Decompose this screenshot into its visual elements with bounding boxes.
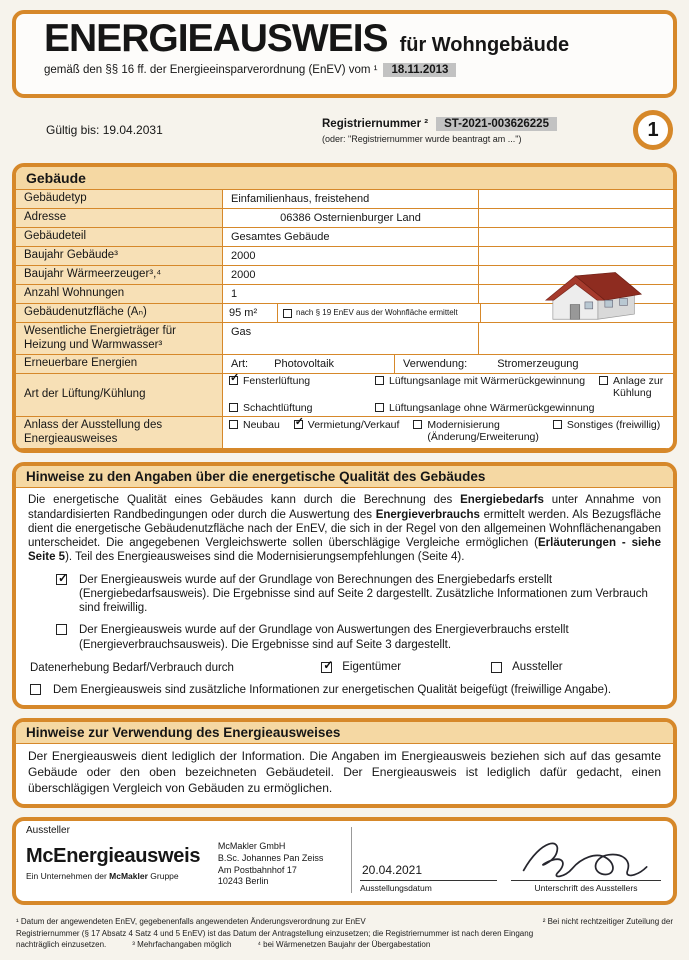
option-aussteller: Aussteller xyxy=(491,661,661,674)
checkbox-bedarfsausweis: ✓ xyxy=(58,570,69,585)
footnote-2: ² Bei nicht rechtzeitiger Zuteilung der xyxy=(542,917,673,927)
wohnflaeche-option-label: nach § 19 EnEV aus der Wohnfläche ermittelt xyxy=(296,307,458,317)
issuer-logo-subline: Ein Unternehmen der McMakler Gruppe xyxy=(26,871,179,882)
option-anlage-kuehlung: Anlage zur Kühlung xyxy=(599,375,675,399)
footnote-1: ¹ Datum der angewendeten EnEV, gegebenenfalls angewendeten Änderungsverordnung zur EnEV xyxy=(16,917,366,927)
checkbox-anlage-kuehlung xyxy=(599,376,608,385)
usage-notes-title: Hinweise zur Verwendung des Energieausweises xyxy=(16,722,673,744)
adresse-label: Adresse xyxy=(16,209,223,227)
page-title: ENERGIEAUSWEIS xyxy=(44,17,388,60)
option-modernisierung: Modernisierung (Änderung/Erweiterung) xyxy=(413,419,538,446)
anzahl-wohnungen-label: Anzahl Wohnungen xyxy=(16,285,223,303)
option-vermietung-verkauf: ✓ Vermietung/Verkauf xyxy=(294,416,400,432)
energietraeger-label: Wesentliche Energieträger für Heizung und Warmwasser³ xyxy=(16,323,223,354)
gebaeudetyp-label: Gebäudetyp xyxy=(16,190,223,208)
building-section-title: Gebäude xyxy=(16,167,673,190)
registration-number-value: ST-2021-003626225 xyxy=(436,117,557,131)
issue-date-block xyxy=(360,825,497,895)
law-reference-text: gemäß den §§ 16 ff. der Energieeinsparverordnung (EnEV) vom ¹ xyxy=(44,63,378,76)
verbrauchsausweis-item xyxy=(28,623,661,652)
datenerhebung-label: Datenerhebung Bedarf/Verbrauch durch xyxy=(30,661,234,674)
registration-block xyxy=(322,117,633,144)
page-number: 1 xyxy=(647,118,659,141)
gebaeudeteil-label: Gebäudeteil xyxy=(16,228,223,246)
option-schachtlueftung: Schachtlüftung xyxy=(229,402,375,414)
building-section xyxy=(12,163,677,453)
checkbox-vermietung-verkauf: ✓ xyxy=(294,416,304,429)
option-lueftung-ohne-wrg: Lüftungsanlage ohne Wärmerückgewinnung xyxy=(375,402,599,414)
row-lueftung-kuehlung xyxy=(16,374,673,417)
checkbox-verbrauchsausweis xyxy=(56,624,67,635)
quality-intro-paragraph: Die energetische Qualität eines Gebäudes kann durch die Berechnung des Energiebedarfs unter Annahme von standardisierten Randbedingungen oder durch die Auswertung des Energieverbrauchs ermittelt werden. Als Bezugsfläche dient die energetische Gebäudenutzfläche nach der EnEV, die sich in der Regel von den allgemeinen Wohnflächenangaben unterscheidet. Die angegebenen Vergleichswerte sollen überschlägige Vergleiche ermöglichen (Erläuterungen - siehe Seite 5). Teil des Energieausweises sind die Modernisierungsempfehlungen (Seite 4). xyxy=(28,494,661,564)
checkbox-zusatzinfo xyxy=(30,684,41,695)
footnotes xyxy=(12,914,677,951)
verbrauchsausweis-text: Der Energieausweis wurde auf der Grundlage von Auswertungen des Energieverbrauchs erstellt (Energieverbrauchsausweis). Die Ergebnisse sind auf Seite 3 dargestellt. xyxy=(79,624,569,651)
anlass-label: Anlass der Ausstellung des Energieausweises xyxy=(16,417,223,448)
option-eigentuemer: ✓ Eigentümer xyxy=(323,657,402,673)
issuer-address xyxy=(218,825,351,895)
baujahr-waermeerzeuger-label: Baujahr Wärmeerzeuger³,⁴ xyxy=(16,266,223,284)
gebaeudenutzflaeche-label: Gebäudenutzfläche (Aₙ) xyxy=(16,304,223,322)
footnote-4: ⁴ bei Wärmenetzen Baujahr der Übergabestation xyxy=(257,940,431,950)
baujahr-waermeerzeuger-value: 2000 xyxy=(223,266,479,284)
page-number-badge xyxy=(633,110,673,150)
row-baujahr-gebaeude xyxy=(16,247,673,266)
erneuerbare-verwendung-label: Verwendung: xyxy=(403,358,468,371)
option-neubau: Neubau xyxy=(229,419,280,446)
valid-until: Gültig bis: 19.04.2031 xyxy=(46,123,163,137)
erneuerbare-verwendung-value: Stromerzeugung xyxy=(497,358,579,371)
issuer-city: 10243 Berlin xyxy=(217,876,269,887)
footnote-3: ³ Mehrfachangaben möglich xyxy=(132,940,232,950)
quality-notes-section xyxy=(12,462,677,709)
checkbox-fensterlueftung: ✓ xyxy=(230,372,240,385)
row-gebaeudetyp xyxy=(16,190,673,209)
signature-label: Unterschrift des Ausstellers xyxy=(534,883,638,894)
erneuerbare-art-label: Art: xyxy=(231,358,249,371)
header xyxy=(12,10,677,98)
issuer-logo-block xyxy=(26,825,218,895)
checkbox-schachtlueftung xyxy=(229,403,238,412)
lueftung-options xyxy=(223,374,677,416)
lueftung-label: Art der Lüftung/Kühlung xyxy=(16,374,223,416)
meta-row xyxy=(12,107,677,153)
page-subtitle: für Wohngebäude xyxy=(399,34,570,56)
zusatzinfo-text: Dem Energieausweis sind zusätzliche Informationen zur energetischen Qualität beigefügt (freiwillige Angabe). xyxy=(53,684,612,697)
checkbox-modernisierung xyxy=(413,420,422,429)
issue-date-value: 20.04.2021 xyxy=(361,863,423,878)
checkbox-sonstiges xyxy=(553,420,562,429)
gebaeudenutzflaeche-value: 95 m² xyxy=(223,304,278,322)
quality-notes-title: Hinweise zu den Angaben über die energetische Qualität des Gebäudes xyxy=(16,466,673,488)
row-erneuerbare-energien xyxy=(16,355,673,374)
anzahl-wohnungen-value: 1 xyxy=(223,285,479,303)
baujahr-gebaeude-value: 2000 xyxy=(223,247,479,265)
row-anlass xyxy=(16,417,673,449)
checkbox-wohnflaeche-ermittelt xyxy=(283,309,292,318)
usage-notes-text: Der Energieausweis dient lediglich der Information. Die Angaben im Energieausweis beziehen sich auf das gesamte Gebäude oder den oben bezeichneten Gebäudeteil. Der Energieausweis ist lediglich dafür gedacht, einen überschlägigen Vergleich von Gebäuden zu ermöglichen. xyxy=(28,749,661,795)
issuer-company: McMakler GmbH xyxy=(217,841,286,852)
zusatzinfo-item xyxy=(28,683,661,697)
energietraeger-value: Gas xyxy=(223,323,479,354)
issuer-section xyxy=(12,817,677,905)
footnote-2-end: nachträglich einzusetzen. xyxy=(16,940,107,950)
checkbox-lueftung-ohne-wrg xyxy=(375,403,384,412)
footnote-2-continued: Registriernummer (§ 17 Absatz 4 Satz 4 und 5 EnEV) ist das Datum der Antragstellung einzusetzen; die Registriernummer ist nach deren Eingang xyxy=(16,928,534,938)
row-gebaeudeteil xyxy=(16,228,673,247)
checkbox-lueftung-mit-wrg xyxy=(375,376,384,385)
erneuerbare-label: Erneuerbare Energien xyxy=(16,355,223,373)
datenerhebung-row xyxy=(28,657,661,674)
issue-date-label: Ausstellungsdatum xyxy=(359,883,432,894)
issuer-street: Am Postbahnhof 17 xyxy=(217,864,297,875)
option-lueftung-mit-wrg: Lüftungsanlage mit Wärmerückgewinnung xyxy=(375,375,599,399)
checkbox-neubau xyxy=(229,420,238,429)
issuer-label: Aussteller xyxy=(26,825,70,837)
issuer-divider xyxy=(351,827,352,893)
option-sonstiges: Sonstiges (freiwillig) xyxy=(553,419,660,446)
checkbox-aussteller xyxy=(491,662,502,673)
erneuerbare-art-value: Photovoltaik xyxy=(274,358,335,371)
gebaeudeteil-value: Gesamtes Gebäude xyxy=(223,228,479,246)
signature-block xyxy=(497,825,665,895)
gebaeudetyp-value: Einfamilienhaus, freistehend xyxy=(223,190,479,208)
wohnflaeche-option xyxy=(278,304,481,322)
checkbox-eigentuemer: ✓ xyxy=(323,657,334,672)
row-energietraeger xyxy=(16,323,673,355)
registration-note: (oder: "Registriernummer wurde beantragt am ...") xyxy=(322,133,522,144)
issuer-logo-text: McEnergieausweis xyxy=(26,845,201,868)
option-fensterlueftung: ✓ Fensterlüftung xyxy=(230,372,311,388)
signature-scribble xyxy=(511,834,661,886)
bedarfsausweis-item xyxy=(28,570,661,616)
row-adresse xyxy=(16,209,673,228)
enev-date-value: 18.11.2013 xyxy=(383,63,456,77)
house-illustration xyxy=(539,265,643,325)
baujahr-gebaeude-label: Baujahr Gebäude³ xyxy=(16,247,223,265)
adresse-value: 06386 Osternienburger Land xyxy=(223,209,479,227)
usage-notes-section xyxy=(12,718,677,808)
anlass-options xyxy=(223,417,673,448)
erneuerbare-art-cell xyxy=(223,355,395,373)
erneuerbare-verwendung-cell xyxy=(395,355,673,373)
issuer-person: B.Sc. Johannes Pan Zeiss xyxy=(217,852,324,863)
registration-number-label: Registriernummer ² xyxy=(322,117,429,130)
bedarfsausweis-text: Der Energieausweis wurde auf der Grundlage von Berechnungen des Energiebedarfs erstellt (Energiebedarfsausweis). Die Ergebnisse sind auf Seite 2 dargestellt. Zusätzliche Informationen zum Verbrauch sind freiwillig. xyxy=(79,573,648,615)
